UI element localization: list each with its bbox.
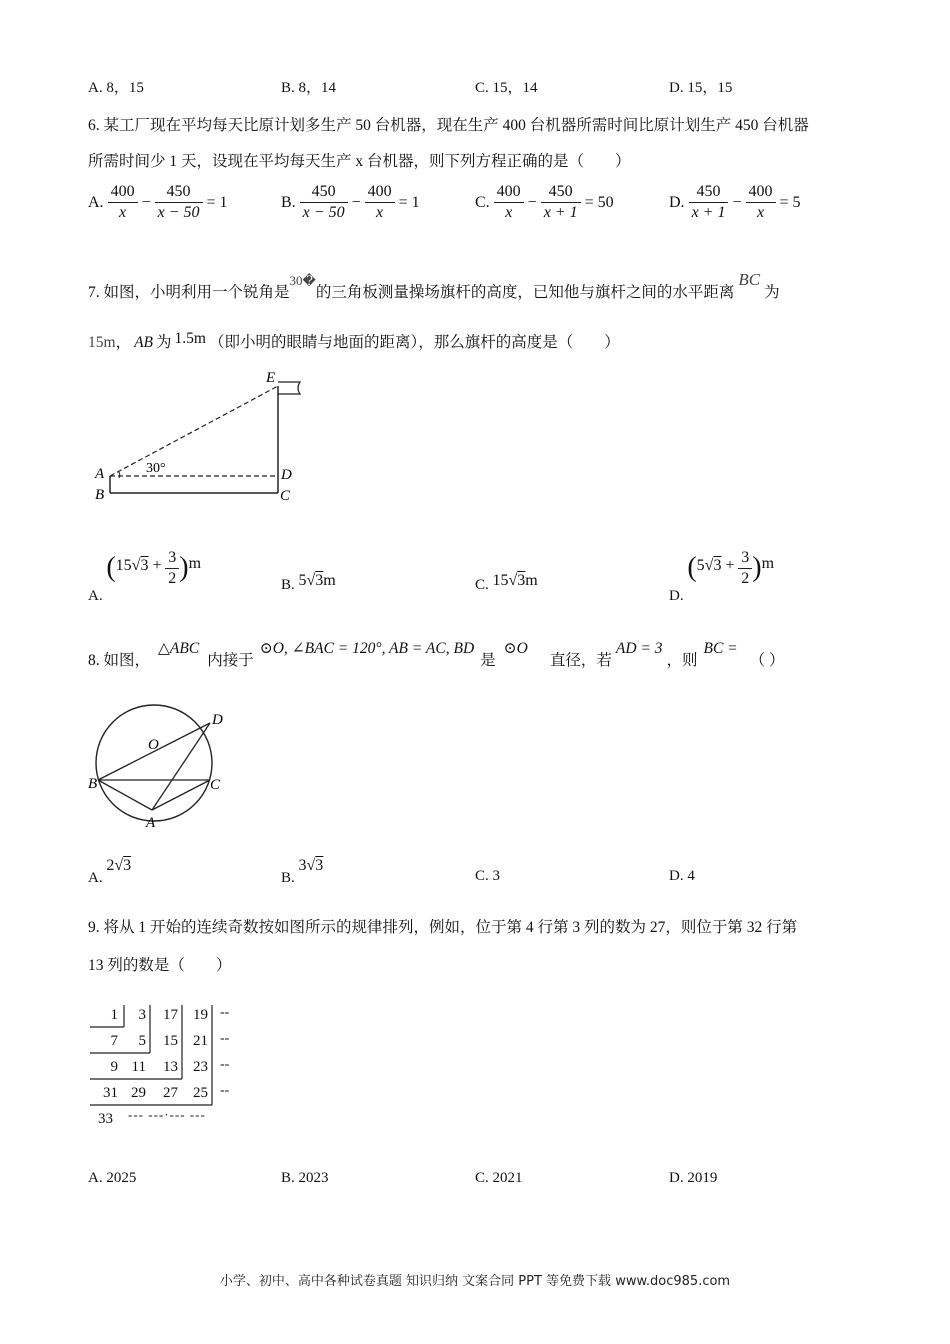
q6-option-d: D. $\frac{450}{x + 1}$ − $\frac{400}{x}$ = 5: [669, 183, 801, 221]
q7-option-d: D. (5√3 + $\frac{3}{2}$ )m: [669, 549, 775, 604]
grid-cell: 15: [163, 1033, 178, 1049]
chord-ac: [152, 780, 210, 810]
q7-line1: 7. 如图，小明利用一个锐角是$^{30�}$的三角板测量操场旗杆的高度，已知他与旗杆之间的水平距离BC为: [88, 270, 780, 301]
grid-cell: 1: [110, 1007, 118, 1023]
q8-circle-figure: [86, 703, 236, 833]
ellipsis: --: [220, 1031, 230, 1046]
label-d: D: [212, 712, 223, 728]
grid-cell: 27: [163, 1085, 178, 1101]
q5-option-a: A. 8，15: [88, 80, 144, 96]
label-a: A: [95, 466, 105, 482]
ellipsis-row5: --- ---·--- ---: [128, 1107, 206, 1122]
label-b: B: [88, 776, 98, 792]
q9-option-b: B. 2023: [281, 1170, 329, 1186]
grid-cell: 17: [163, 1007, 178, 1023]
sight-line: [110, 386, 278, 476]
q5-option-d: D. 15，15: [669, 80, 733, 96]
fraction: $\frac{400}{x}$: [494, 182, 524, 223]
q5-option-c: C. 15，14: [475, 80, 538, 96]
label-e: E: [266, 370, 276, 386]
grid-row5-first: 33: [98, 1111, 113, 1127]
fraction: $\frac{450}{x - 50}$: [300, 182, 348, 223]
q6-line2: 所需时间少 1 天，设现在平均每天生产 x 台机器，则下列方程正确的是（ ）: [88, 153, 631, 170]
page-footer: 小学、初中、高中各种试卷真题 知识归纳 文案合同 PPT 等免费下载 www.doc985.com: [219, 1274, 731, 1289]
angle-arc: [118, 471, 120, 478]
label-a: A: [146, 815, 156, 831]
grid-cell: 5: [138, 1033, 146, 1049]
ellipsis: --: [220, 1083, 230, 1098]
option-label: C.: [475, 193, 490, 211]
q9-line2: 13 列的数是（ ）: [88, 957, 232, 974]
grid-cell: 7: [110, 1033, 118, 1049]
grid-cell: 3: [138, 1007, 146, 1023]
q5-option-b: B. 8，14: [281, 80, 337, 96]
grid-cell: 19: [193, 1007, 208, 1023]
label-c: C: [210, 777, 221, 793]
q8-option-c: C. 3: [475, 868, 501, 884]
q8-option-a: A. 2√3: [88, 857, 132, 886]
q8-option-b: B. 3√3: [281, 857, 324, 886]
grid-cell: 25: [193, 1085, 208, 1101]
label-d: D: [281, 467, 292, 483]
q9-number-grid: [88, 1003, 258, 1133]
q7-line2: 15m， AB 为 1.5m （即小明的眼睛与地面的距离），那么旗杆的高度是（ ）: [88, 330, 620, 351]
label-angle: 30°: [146, 461, 166, 476]
grid-cell: 11: [131, 1059, 146, 1075]
circle-o: [96, 705, 212, 821]
fraction: $\frac{450}{x + 1}$: [689, 182, 729, 223]
q6-option-a: A. $\frac{400}{x}$ − $\frac{450}{x - 50}$ = 1: [88, 183, 228, 221]
fraction: $\frac{400}{x}$: [365, 182, 395, 223]
label-b: B: [95, 487, 105, 503]
option-label: A.: [88, 193, 104, 211]
q6-line1: 6. 某工厂现在平均每天比原计划多生产 50 台机器，现在生产 400 台机器所需时间比原计划生产 450 台机器: [88, 117, 809, 134]
flag-icon: [278, 382, 300, 394]
ellipsis: --: [220, 1005, 230, 1020]
q8-question: 8. 如图，△ABC内接于⊙O, ∠BAC = 120°, AB = AC, BD是⊙O直径，若AD = 3，则BC =（ ）: [88, 640, 785, 669]
q7-option-a: A. (15√3 + $\frac{3}{2}$ )m: [88, 549, 202, 604]
label-o: O: [148, 737, 159, 753]
grid-cell: 21: [193, 1033, 208, 1049]
fraction: $\frac{450}{x - 50}$: [155, 182, 203, 223]
ellipsis: --: [220, 1057, 230, 1072]
q7-option-c: C. 15√3m: [475, 572, 538, 593]
q7-flagpole-figure: [88, 366, 318, 506]
grid-cell: 29: [131, 1085, 146, 1101]
grid-cell: 9: [110, 1059, 118, 1075]
fraction: $\frac{400}{x}$: [108, 182, 138, 223]
q6-option-c: C. $\frac{400}{x}$ − $\frac{450}{x + 1}$ = 50: [475, 183, 614, 221]
option-label: D.: [669, 193, 685, 211]
q7-option-b: B. 5√3m: [281, 572, 336, 593]
fraction: $\frac{400}{x}$: [746, 182, 776, 223]
option-label: B.: [281, 193, 296, 211]
q9-option-d: D. 2019: [669, 1170, 718, 1186]
q6-option-b: B. $\frac{450}{x - 50}$ − $\frac{400}{x}$ = 1: [281, 183, 420, 221]
q8-option-d: D. 4: [669, 868, 695, 884]
q9-option-a: A. 2025: [88, 1170, 137, 1186]
fraction: $\frac{450}{x + 1}$: [541, 182, 581, 223]
grid-cell: 31: [103, 1085, 118, 1101]
q9-option-c: C. 2021: [475, 1170, 523, 1186]
q9-line1: 9. 将从 1 开始的连续奇数按如图所示的规律排列，例如，位于第 4 行第 3 列的数为 27，则位于第 32 行第: [88, 919, 798, 936]
label-c: C: [280, 488, 291, 504]
grid-cell: 23: [193, 1059, 208, 1075]
grid-cell: 13: [163, 1059, 178, 1075]
